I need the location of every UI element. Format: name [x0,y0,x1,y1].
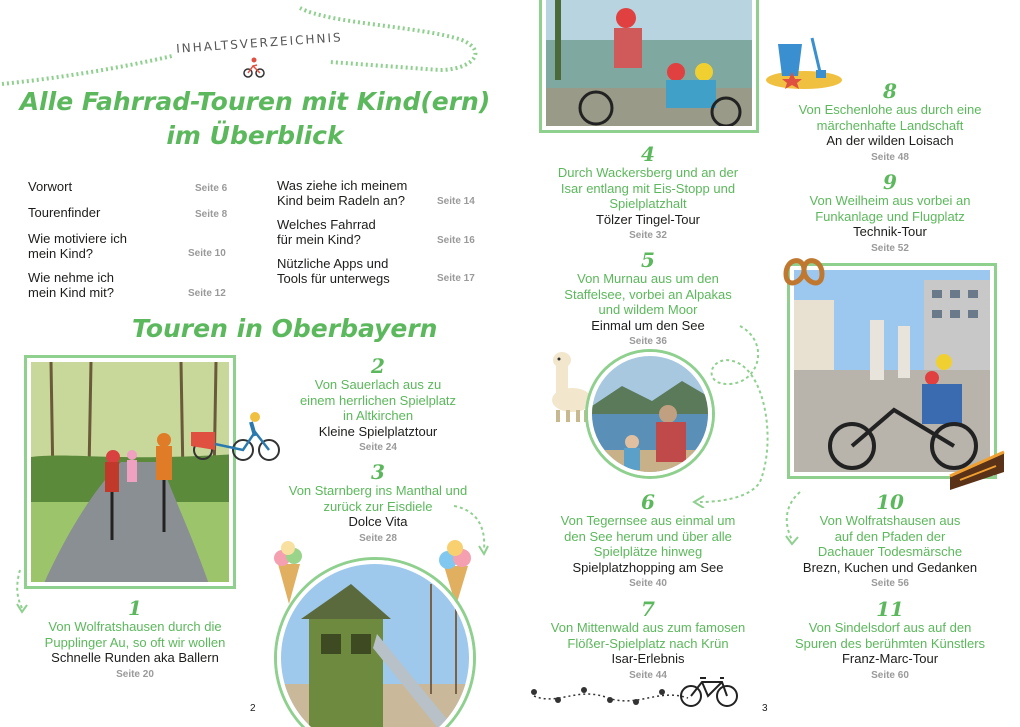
tour-entry-10[interactable] [772,491,1008,591]
toc-page: Seite 17 [437,273,475,284]
tour-desc-line: Staffelsee, vorbei an Alpakas [564,286,732,302]
tour-name: Kleine Spielplatztour [318,423,438,439]
toc-label: Was ziehe ich meinem [277,178,408,193]
tour-name: Franz-Marc-Tour [841,651,939,666]
tour-number: 10 [876,490,904,514]
tour-desc-line: Von Eschenlohe aus durch eine [798,102,982,117]
photo-tour-1 [27,358,233,586]
tour-desc-line: Funkanlage und Flugplatz [815,208,965,224]
tour-page: Seite 48 [871,151,909,163]
tour-desc-line: Von Murnau aus um den [577,271,719,286]
tour-number: 1 [128,596,142,620]
tour-page: Seite 20 [116,668,154,680]
tour-entry-11[interactable] [772,598,1008,683]
toc-label: Wie motiviere ich [28,231,127,246]
tour-entry-7[interactable] [530,598,766,683]
pretzel-icon [780,252,828,294]
tour-desc-line: Von Wolfratshausen durch die [48,619,222,634]
photo-tour-5 [588,352,712,476]
toc-label: Welches Fahrrad [277,217,376,232]
toc-page: Seite 16 [437,235,475,246]
page-number: 3 [762,703,768,714]
tour-page: Seite 28 [359,532,397,544]
toc-label: Vorwort [28,179,73,194]
toc-label: Kind beim Radeln an? [277,193,405,208]
right-page [510,0,1020,727]
tour-page: Seite 24 [359,442,397,453]
tour-entry-9[interactable] [772,171,1008,256]
cake-slice-icon [946,446,1008,492]
tour-desc-line: Von Sauerlach aus zu [314,377,442,392]
tour-entry-1[interactable] [20,597,250,682]
tour-number: 11 [876,597,904,621]
tour-desc-line: Isar entlang mit Eis-Stopp und [560,180,736,196]
toc-page: Seite 6 [195,183,228,194]
tour-number: 4 [641,142,655,166]
tour-number: 5 [641,248,655,272]
tour-number: 8 [883,79,897,103]
section-title: Touren in Oberbayern [132,314,438,343]
page-title-line1: Alle Fahrrad-Touren mit Kind(ern) [19,87,491,116]
tour-number: 2 [371,354,385,378]
tour-name: An der wilden Loisach [826,133,954,148]
tour-desc-line: zurück zur Eisdiele [323,498,433,514]
tour-desc-line: Spuren des berühmten Künstlers [794,635,986,651]
tour-name: Spielplatzhopping am See [572,559,724,575]
tour-number: 9 [883,170,897,194]
tour-desc-line: Pupplinger Au, so oft wir wollen [44,634,226,650]
tour-entry-4[interactable] [530,143,766,243]
tour-desc-line: Von Tegernsee aus einmal um [560,513,736,528]
tour-page: Seite 60 [871,669,909,681]
tour-desc-line: auf den Pfaden der [834,528,946,544]
tour-page: Seite 32 [629,230,667,241]
toc-label: Tourenfinder [28,205,101,220]
tour-name: Technik-Tour [853,224,927,239]
toc-label: Tools für unterwegs [277,271,390,286]
tour-desc-line: Spielplatzhalt [609,196,687,211]
toc-page: Seite 8 [195,209,228,220]
toc-label: mein Kind? [28,246,94,261]
tour-page: Seite 52 [871,242,909,254]
tour-desc-line: den See herum und über alle [564,528,732,544]
toc-label: Nützliche Apps und [277,256,389,271]
tour-desc-line: Flößer-Spielplatz nach Krün [567,635,729,651]
tour-desc-line: Von Weilheim aus vorbei an [809,193,971,208]
tour-number: 6 [641,490,655,514]
tour-entry-8[interactable] [772,80,1008,165]
toc-entry-apps[interactable] [277,256,487,286]
tour-name: Brezn, Kuchen und Gedanken [802,559,978,575]
toc-label: für mein Kind? [277,232,361,247]
tour-desc-line: und wildem Moor [598,302,698,317]
tour-page: Seite 40 [629,578,667,589]
photo-tour-4 [542,0,756,130]
toc-page: Seite 10 [188,248,226,259]
toc-entry-fahrrad[interactable] [277,217,487,247]
bicycle-icon [678,672,740,708]
page-title-line2: im Überblick [166,121,344,150]
page-number: 2 [250,703,256,714]
tour-page: Seite 44 [629,669,667,681]
tour-entry-6[interactable] [530,491,766,591]
tour-desc-line: Von Sindelsdorf aus auf den [808,620,972,635]
tour-page: Seite 36 [629,336,667,347]
tour-desc-line: märchenhafte Landschaft [816,117,964,133]
toc-page: Seite 12 [188,288,226,299]
banner-label: INHALTSVERZEICHNIS [175,30,344,56]
tour-entry-2[interactable] [264,355,492,455]
toc-entry-motivation[interactable] [28,231,238,261]
tour-page: Seite 56 [871,578,909,589]
tour-desc-line: Spielplätze hinweg [593,544,703,559]
photo-tour-10 [790,266,994,476]
toc-entry-vorwort[interactable] [28,179,238,194]
tour-desc-line: Durch Wackersberg und an der [557,165,739,180]
tour-desc-line: in Altkirchen [342,408,414,423]
tour-desc-line: einem herrlichen Spielplatz [299,392,457,408]
tour-name: Tölzer Tingel-Tour [595,211,701,227]
tour-desc-line: Von Starnberg ins Manthal und [288,483,468,498]
toc-page: Seite 14 [437,196,475,207]
toc-entry-tourenfinder[interactable] [28,205,238,220]
tour-number: 3 [371,460,385,484]
tour-name: Dolce Vita [348,514,408,529]
tour-desc-line: Von Mittenwald aus zum famosen [550,620,746,635]
toc-label: mein Kind mit? [28,285,114,300]
tour-number: 7 [641,597,655,621]
tour-name: Schnelle Runden aka Ballern [51,650,219,665]
small-cyclist-icon [243,56,265,83]
tour-desc-line: Dachauer Todesmärsche [817,544,963,559]
toc-entry-mitnehmen[interactable] [28,270,238,300]
toc-label: Wie nehme ich [28,270,114,285]
tour-name: Einmal um den See [591,317,705,333]
toc-entry-kleidung[interactable] [277,178,487,208]
tour-name: Isar-Erlebnis [611,651,685,666]
tour-desc-line: Von Wolfratshausen aus [819,513,961,528]
